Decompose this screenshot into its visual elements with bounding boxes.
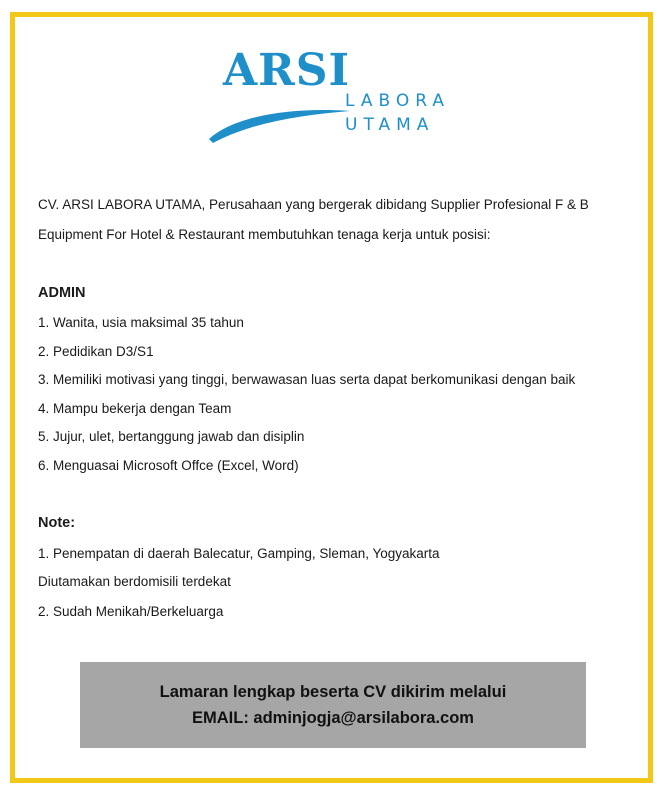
callout-email: EMAIL: adminjogja@arsilabora.com [192, 709, 474, 727]
callout-line-1: Lamaran lengkap beserta CV dikirim melalui [159, 683, 507, 701]
note-item: 2. Sudah Menikah/Berkeluarga [38, 604, 224, 619]
note-item: 1. Penempatan di daerah Balecatur, Gamping, Sleman, Yogyakarta [38, 546, 440, 561]
requirement-item: 2. Pedidikan D3/S1 [38, 344, 154, 359]
requirement-item: 4. Mampu bekerja dengan Team [38, 401, 232, 416]
requirement-item: 5. Jujur, ulet, bertanggung jawab dan disiplin [38, 429, 305, 444]
intro-line-2: Equipment For Hotel & Restaurant membutuhkan tenaga kerja untuk posisi: [38, 227, 491, 242]
requirement-item: 6. Menguasai Microsoft Offce (Excel, Word) [38, 458, 299, 473]
logo-line-2: UTAMA [345, 115, 435, 135]
swoosh-graphic [205, 105, 355, 145]
intro-line-1: CV. ARSI LABORA UTAMA, Perusahaan yang bergerak dibidang Supplier Profesional F & B [38, 197, 589, 212]
logo-brand: ARSI [223, 45, 351, 96]
logo-line-1: LABORA [345, 91, 450, 111]
company-logo [205, 45, 465, 145]
application-callout [80, 662, 586, 748]
note-title: Note: [38, 515, 76, 531]
note-item: Diutamakan berdomisili terdekat [38, 574, 231, 589]
position-title: ADMIN [38, 285, 86, 301]
requirement-item: 1. Wanita, usia maksimal 35 tahun [38, 315, 244, 330]
requirement-item: 3. Memiliki motivasi yang tinggi, berwawasan luas serta dapat berkomunikasi dengan baik [38, 372, 576, 387]
